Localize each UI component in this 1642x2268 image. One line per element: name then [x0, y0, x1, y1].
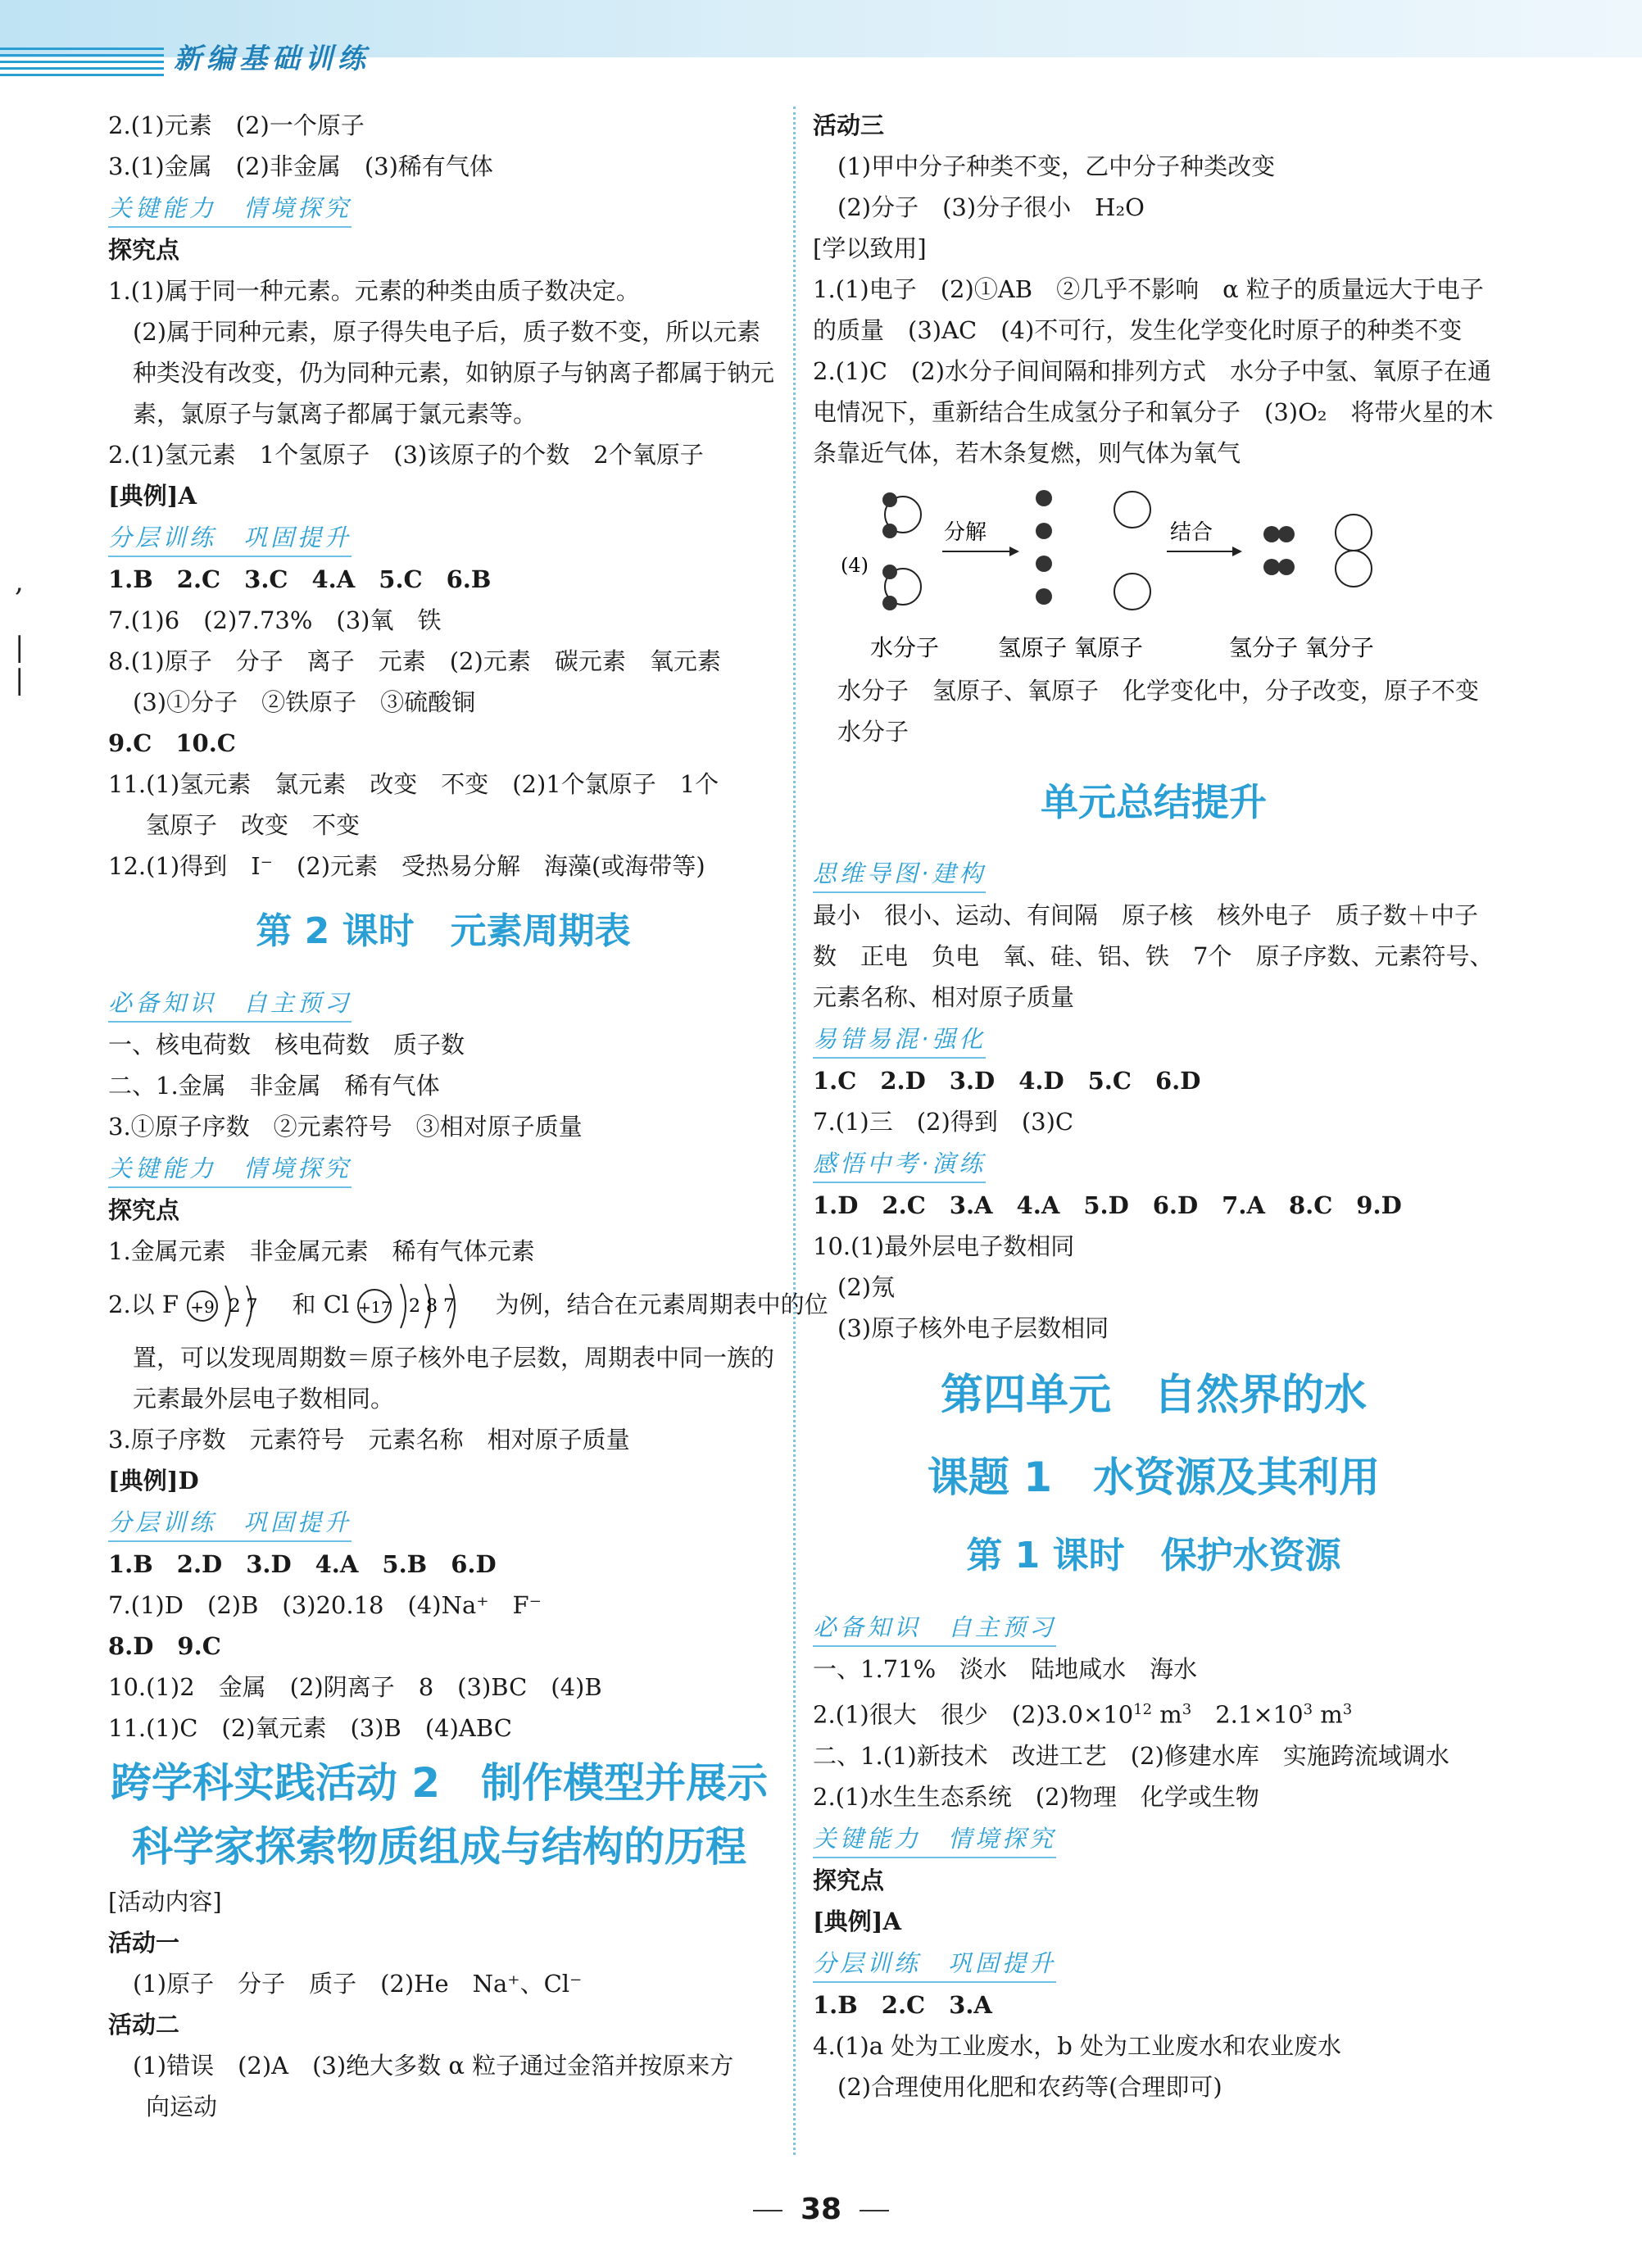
- left-column: [108, 105, 828, 2127]
- right-column: [813, 105, 1495, 2107]
- example-answer: [典例]A: [813, 1907, 901, 1935]
- fluorine-shells: 2 7: [229, 1296, 258, 1317]
- section-heading: 易错易混·强化: [813, 1021, 986, 1059]
- answer-line: (1)原子 分子 质子 (2)He Na⁺、Cl⁻: [133, 1970, 583, 1998]
- sub-heading: [活动内容]: [108, 1888, 222, 1916]
- answer-line: 12.(1)得到 I⁻ (2)元素 受热易分解 海藻(或海带等): [108, 852, 705, 880]
- hydrogen-molecules: [1263, 526, 1295, 575]
- answer-line: 一、核电荷数 核电荷数 质子数: [108, 1031, 465, 1059]
- example-answer: [典例]D: [108, 1467, 199, 1495]
- answer-paragraph: 1.(1)电子 (2)①AB ②几乎不影响 α 粒子的质量远大于电子的质量 (3)AC (4)不可行，发生化学变化时原子的种类不变: [813, 275, 1484, 344]
- answer-paragraph: 最小 很小、运动、有间隔 原子核 核外电子 质子数＋中子数 正电 负电 氧、硅、铝、铁 7个 原子序数、元素符号、元素名称、相对原子质量: [813, 901, 1494, 1011]
- answer-line: 向运动: [146, 2093, 218, 2121]
- fluorine-atom-diagram: [186, 1277, 284, 1335]
- sub-heading: 探究点: [108, 236, 180, 264]
- answer-line-exponents: 2.(1)很大 很少 $(2)3.0\times 10^{12}$ $m^3$ $2.1\times 10^3$ $m^3$: [813, 1700, 1353, 1729]
- decompose-label: 分解: [944, 520, 987, 545]
- answer-line: (3)原子核外电子层数相同: [837, 1314, 1109, 1342]
- molecule-diagram-svg: [813, 474, 1495, 670]
- answer-line: 1.B 2.D 3.D 4.A 5.B 6.D: [108, 1550, 497, 1578]
- answer-line: 9.C 10.C: [108, 729, 236, 757]
- section-heading: 分层训练 巩固提升: [108, 1504, 352, 1542]
- combine-label: 结合: [1170, 520, 1213, 545]
- answer-line: 7.(1)三 (2)得到 (3)C: [813, 1108, 1074, 1136]
- answer-line: 3.原子序数 元素符号 元素名称 相对原子质量: [108, 1426, 630, 1454]
- answer-line: 1.B 2.C 3.C 4.A 5.C 6.B: [108, 565, 492, 593]
- header-stripes: [0, 48, 164, 80]
- section-heading: 必备知识 自主预习: [813, 1609, 1056, 1647]
- answer-line: 1.B 2.C 3.A: [813, 1990, 992, 2019]
- water-molecule-caption: 水分子: [870, 634, 940, 661]
- answer-line: 7.(1)D (2)B (3)20.18 (4)Na⁺ F⁻: [108, 1591, 542, 1619]
- chlorine-atom-diagram: [356, 1277, 488, 1335]
- water-molecule-top: [882, 492, 921, 538]
- answer-line: (2)氖: [837, 1273, 896, 1301]
- section-heading: 必备知识 自主预习: [108, 985, 352, 1023]
- answer-line: 1.C 2.D 3.D 4.D 5.C 6.D: [813, 1067, 1201, 1095]
- sub-heading: [学以致用]: [813, 234, 927, 262]
- answer-line: 11.(1)氢元素 氯元素 改变 不变 (2)1个氯原子 1个: [108, 770, 719, 798]
- section-heading: 思维导图·建构: [813, 855, 986, 893]
- section-heading: 分层训练 巩固提升: [813, 1945, 1056, 1983]
- answer-line: 3.①原子序数 ②元素符号 ③相对原子质量: [108, 1113, 583, 1141]
- answer-line: 二、1.金属 非金属 稀有气体: [108, 1072, 440, 1100]
- answer-line: 3.(1)金属 (2)非金属 (3)稀有气体: [108, 152, 493, 180]
- answer-line: 7.(1)6 (2)7.73% (3)氧 铁: [108, 606, 442, 634]
- water-electrolysis-diagram: [813, 474, 1495, 670]
- section-heading: 关键能力 情境探究: [108, 190, 352, 228]
- answer-line: 1.D 2.C 3.A 4.A 5.D 6.D 7.A 8.C 9.D: [813, 1191, 1402, 1219]
- sub-heading: 活动二: [108, 2011, 180, 2039]
- answer-line: 一、1.71% 淡水 陆地咸水 海水: [813, 1655, 1198, 1683]
- sub-heading: 探究点: [813, 1866, 885, 1894]
- margin-marks: , | |: [15, 565, 25, 696]
- hydrogen-atoms: [1036, 490, 1052, 605]
- sub-heading: 活动一: [108, 1929, 180, 1957]
- answer-line: (2)合理使用化肥和农药等(合理即可): [837, 2072, 1222, 2101]
- answer-line: 10.(1)最外层电子数相同: [813, 1232, 1075, 1260]
- answer-paragraph: 置，可以发现周期数＝原子核外电子层数，周期表中同一族的元素最外层电子数相同。: [133, 1344, 775, 1413]
- answer-paragraph: 2.(1)C (2)水分子间间隔和排列方式 水分子中氢、氧原子在通电情况下，重新结合生成氢分子和氧分子 (3)O₂ 将带火星的木条靠近气体，若木条复燃，则气体为氧气: [813, 357, 1494, 467]
- answer-line: 二、1.(1)新技术 改进工艺 (2)修建水库 实施跨流域调水: [813, 1741, 1449, 1770]
- water-molecule-bottom: [882, 565, 921, 610]
- activity-heading-line2: 科学家探索物质组成与结构的历程: [132, 1823, 746, 1871]
- example-answer: [典例]A: [108, 482, 197, 510]
- answer-line: 水分子: [837, 718, 909, 746]
- header-title: 新编基础训练: [174, 43, 370, 75]
- oxygen-molecule: [1336, 515, 1372, 587]
- answer-paragraph: (2)属于同种元素，原子得失电子后，质子数不变，所以元素种类没有改变，仍为同种元素，如钠原子与钠离子都属于钠元素，氯原子与氯离子都属于氯元素等。: [133, 318, 775, 428]
- sub-heading: 活动三: [813, 111, 885, 139]
- lesson-heading: 第 2 课时 元素周期表: [256, 910, 631, 952]
- answer-line: 8.D 9.C: [108, 1632, 221, 1660]
- sub-heading: 探究点: [108, 1196, 180, 1224]
- answer-line: 10.(1)2 金属 (2)阴离子 8 (3)BC (4)B: [108, 1673, 602, 1701]
- answer-line: 氢原子 改变 不变: [146, 811, 361, 839]
- answer-line: (1)甲中分子种类不变，乙中分子种类改变: [837, 152, 1276, 180]
- fluorine-nucleus: +9: [190, 1297, 215, 1317]
- answer-line: 11.(1)C (2)氧元素 (3)B (4)ABC: [108, 1714, 512, 1742]
- atom-structure-line: 2.以 F +9 2 7 和 Cl +17 2 8 7 为例，结合在元素周期表中的位: [108, 1272, 778, 1337]
- products-caption: 氢分子 氧分子: [1229, 634, 1374, 661]
- activity-heading-line1: 跨学科实践活动 2 制作模型并展示: [110, 1759, 769, 1807]
- unit-summary-heading: 单元总结提升: [1041, 780, 1267, 824]
- oxygen-atoms: [1114, 492, 1150, 610]
- answer-line: 8.(1)原子 分子 离子 元素 (2)元素 碳元素 氧元素: [108, 647, 721, 675]
- section-heading: 分层训练 巩固提升: [108, 519, 352, 557]
- column-divider: [793, 107, 797, 2155]
- answer-line: 水分子 氢原子、氧原子 化学变化中，分子改变，原子不变: [837, 677, 1480, 705]
- answer-line: (3)①分子 ②铁原子 ③硫酸铜: [133, 688, 476, 716]
- atoms-caption: 氢原子 氧原子: [998, 634, 1143, 661]
- answer-line: (2)分子 (3)分子很小 H₂O: [837, 193, 1145, 221]
- lesson-heading: 第 1 课时 保护水资源: [966, 1535, 1341, 1576]
- answer-line: 2.(1)氢元素 1个氢原子 (3)该原子的个数 2个氧原子: [108, 441, 704, 469]
- answer-line: 1.金属元素 非金属元素 稀有气体元素: [108, 1237, 535, 1265]
- chlorine-nucleus: +17: [358, 1299, 392, 1317]
- answer-line: (1)错误 (2)A (3)绝大多数 α 粒子通过金箔并按原来方: [133, 2052, 734, 2080]
- answer-line: 2.(1)元素 (2)一个原子: [108, 111, 365, 139]
- page-number: 38: [0, 2193, 1642, 2226]
- chlorine-shells: 2 8 7: [409, 1296, 456, 1317]
- answer-line: 1.(1)属于同一种元素。元素的种类由质子数决定。: [108, 277, 640, 305]
- unit-heading: 第四单元 自然界的水: [940, 1371, 1367, 1420]
- section-heading: 关键能力 情境探究: [813, 1821, 1056, 1858]
- answer-line: 4.(1)a 处为工业废水，b 处为工业废水和农业废水: [813, 2031, 1342, 2060]
- section-heading: 关键能力 情境探究: [108, 1150, 352, 1188]
- topic-heading: 课题 1 水资源及其利用: [927, 1454, 1381, 1501]
- diagram-number: (4): [841, 554, 869, 577]
- answer-line: 2.(1)水生生态系统 (2)物理 化学或生物: [813, 1782, 1259, 1811]
- section-heading: 感悟中考·演练: [813, 1145, 986, 1183]
